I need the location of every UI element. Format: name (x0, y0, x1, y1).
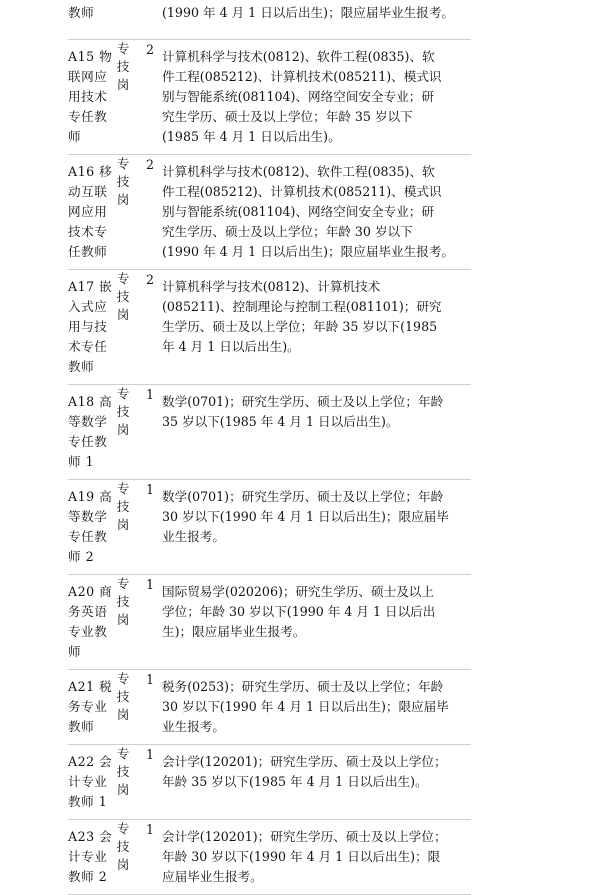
requirements-line: 30 岁以下(1990 年 4 月 1 日以后出生)；限应届毕 (162, 509, 449, 524)
position-requirements (162, 820, 446, 894)
position-requirements (162, 745, 446, 799)
position-name-line: A15 物 (68, 49, 113, 64)
position-name (68, 480, 114, 574)
position-type-cell (110, 670, 138, 745)
position-requirements (162, 575, 446, 649)
position-requirements-cell (162, 575, 471, 670)
position-count: 2 (145, 272, 154, 287)
position-count-cell (138, 155, 162, 270)
position-row (68, 0, 471, 40)
position-row (68, 270, 471, 385)
position-name-line: 计专业 (68, 774, 108, 789)
position-name-line: A22 会 (68, 754, 113, 769)
position-name (68, 385, 114, 479)
position-requirements-cell (162, 480, 471, 575)
position-name-line: 术专任 (68, 339, 108, 354)
requirements-line: 会计学(120201)；研究生学历、硕士及以上学位； (162, 754, 447, 769)
position-count: 1 (145, 577, 154, 592)
position-name-line: 教师 1 (68, 794, 108, 809)
position-type: 专技岗 (116, 481, 132, 532)
position-name-line: 等数学 (68, 509, 108, 524)
position-name-cell (68, 270, 113, 385)
requirements-line: 国际贸易学(020206)；研究生学历、硕士及以上 (162, 584, 434, 599)
position-type: 专技岗 (116, 41, 132, 92)
position-type-cell (110, 745, 138, 820)
position-name-line: 师 (68, 129, 82, 144)
position-name-line: A19 高 (68, 489, 113, 504)
position-count: 1 (145, 822, 154, 837)
position-type-cell (110, 575, 138, 670)
position-requirements-cell (162, 385, 471, 480)
requirements-line: 30 岁以下(1990 年 4 月 1 日以后出生)；限应届毕 (162, 699, 449, 714)
position-count-cell (138, 270, 162, 385)
position-name-line: 用技术 (68, 89, 108, 104)
position-name (68, 155, 114, 269)
position-type: 专技岗 (116, 671, 132, 722)
position-name (68, 820, 114, 894)
position-name-line: 教师 (68, 359, 95, 374)
position-count-cell (138, 480, 162, 575)
requirements-line: 学位；年龄 30 岁以下(1990 年 4 月 1 日以后出 (162, 604, 436, 619)
position-name-cell (68, 480, 113, 575)
position-type-cell (110, 480, 138, 575)
requirements-line: 件工程(085212)、计算机技术(085211)、模式识 (162, 69, 442, 84)
position-name-cell (68, 155, 113, 270)
requirements-line: 业生报考。 (162, 529, 225, 544)
requirements-line: 税务(0253)；研究生学历、硕士及以上学位；年龄 (162, 679, 444, 694)
position-count-cell (138, 40, 162, 155)
position-count: 1 (145, 482, 154, 497)
position-requirements (162, 670, 449, 744)
position-requirements-cell (162, 745, 471, 820)
position-type: 专技岗 (116, 386, 132, 437)
position-name-line: A16 移 (68, 164, 113, 179)
position-requirements (162, 40, 446, 154)
position-name-line: 师 (68, 644, 82, 659)
requirements-line: 年 4 月 1 日以后出生)。 (162, 339, 300, 354)
position-name-cell (68, 670, 113, 745)
position-requirements (162, 270, 446, 364)
position-name-line: A20 商 (68, 584, 113, 599)
position-name (68, 670, 114, 744)
position-count: 1 (145, 672, 154, 687)
position-name-line: 务英语 (68, 604, 108, 619)
position-name-line: 联网应 (68, 69, 108, 84)
position-row (68, 820, 471, 895)
position-name-line: 计专业 (68, 849, 108, 864)
position-name-cell (68, 385, 113, 480)
position-row (68, 480, 471, 575)
position-name-line: 专任教 (68, 109, 108, 124)
position-name-cell (68, 745, 113, 820)
position-type: 专技岗 (116, 576, 132, 627)
requirements-line: 别与智能系统(081104)、网络空间安全专业；研 (162, 204, 434, 219)
position-name-line: 教师 2 (68, 869, 108, 884)
requirements-line: 生学历、硕士及以上学位；年龄 35 岁以下(1985 (162, 319, 438, 334)
position-count-cell (138, 385, 162, 480)
requirements-line: (1990 年 4 月 1 日以后出生)；限应届毕业生报考。 (162, 244, 455, 259)
position-type-cell (110, 155, 138, 270)
position-name-line: 专任教 (68, 529, 108, 544)
position-name-line: 入式应 (68, 299, 108, 314)
requirements-line: 应届毕业生报考。 (162, 869, 263, 884)
position-type: 专技岗 (116, 271, 132, 322)
position-count: 2 (145, 42, 154, 57)
positions-table-body (68, 0, 471, 895)
position-type-cell (110, 0, 138, 40)
position-name-line: 动互联 (68, 184, 108, 199)
position-name-line: A23 会 (68, 829, 113, 844)
positions-table (68, 0, 471, 895)
requirements-line: 生)；限应届毕业生报考。 (162, 624, 306, 639)
requirements-line: 业生报考。 (162, 719, 225, 734)
position-name-line: 等数学 (68, 414, 108, 429)
requirements-line: 件工程(085212)、计算机技术(085211)、模式识 (162, 184, 442, 199)
position-name (68, 270, 114, 384)
position-type-cell (110, 40, 138, 155)
position-name-line: A21 税 (68, 679, 113, 694)
requirements-line: 究生学历、硕士及以上学位；年龄 30 岁以下 (162, 224, 413, 239)
position-type: 专技岗 (116, 746, 132, 797)
position-count: 1 (145, 387, 154, 402)
position-type-cell (110, 820, 138, 895)
requirements-line: (085211)、控制理论与控制工程(081101)；研究 (162, 299, 442, 314)
requirements-line: 计算机科学与技术(0812)、软件工程(0835)、软 (162, 49, 435, 64)
position-type: 专技岗 (116, 821, 132, 872)
position-requirements-cell (162, 155, 471, 270)
requirements-line: 计算机科学与技术(0812)、软件工程(0835)、软 (162, 164, 435, 179)
position-name-line: A18 高 (68, 394, 113, 409)
position-requirements (162, 385, 446, 439)
position-name (68, 40, 114, 154)
requirements-line: 计算机科学与技术(0812)、计算机技术 (162, 279, 381, 294)
position-name (68, 745, 114, 819)
position-count: 2 (145, 157, 154, 172)
position-requirements (162, 480, 449, 554)
position-name-cell (68, 40, 113, 155)
position-name (68, 0, 114, 30)
position-name-cell (68, 575, 113, 670)
position-requirements-cell (162, 820, 471, 895)
requirements-line: 年龄 30 岁以下(1990 年 4 月 1 日以后出生)；限 (162, 849, 441, 864)
position-count-cell (138, 820, 162, 895)
requirements-line: (1985 年 4 月 1 日以后出生)。 (162, 129, 341, 144)
position-name-line: 师 1 (68, 454, 95, 469)
requirements-line: 别与智能系统(081104)、网络空间安全专业；研 (162, 89, 434, 104)
position-name-line: 专业教 (68, 624, 108, 639)
position-name-cell (68, 0, 110, 40)
position-name-line: 用与技 (68, 319, 108, 334)
position-type-cell (110, 385, 138, 480)
position-type: 专技岗 (116, 156, 132, 207)
position-name-line: 务专业 (68, 699, 108, 714)
position-name-line: 网应用 (68, 204, 108, 219)
requirements-line: 35 岁以下(1985 年 4 月 1 日以后出生)。 (162, 414, 399, 429)
position-name-line: 专任教 (68, 434, 108, 449)
position-name-line: 教师 (68, 719, 95, 734)
position-name-cell (68, 820, 113, 895)
position-name (68, 575, 114, 669)
position-requirements-cell (162, 0, 471, 40)
position-type-cell (110, 270, 138, 385)
position-name-line: 任教师 (68, 244, 108, 259)
position-name-line: 教师 (68, 5, 95, 20)
requirements-line: 年龄 35 岁以下(1985 年 4 月 1 日以后出生)。 (162, 774, 428, 789)
position-requirements (162, 0, 455, 30)
position-requirements (162, 155, 455, 269)
position-row (68, 385, 471, 480)
position-name-line: 师 2 (68, 549, 95, 564)
position-requirements-cell (162, 40, 471, 155)
requirements-line: (1990 年 4 月 1 日以后出生)；限应届毕业生报考。 (162, 5, 455, 20)
position-count: 1 (145, 747, 154, 762)
requirements-line: 数学(0701)；研究生学历、硕士及以上学位；年龄 (162, 394, 444, 409)
position-count-cell (138, 670, 162, 745)
position-row (68, 575, 471, 670)
position-count-cell (138, 575, 162, 670)
position-requirements-cell (162, 670, 471, 745)
position-count-cell (138, 745, 162, 820)
position-row (68, 745, 471, 820)
position-count-cell (138, 0, 162, 40)
position-row (68, 670, 471, 745)
position-row (68, 40, 471, 155)
position-name-line: A17 嵌 (68, 279, 113, 294)
position-name-line: 技术专 (68, 224, 108, 239)
requirements-line: 究生学历、硕士及以上学位；年龄 35 岁以下 (162, 109, 413, 124)
requirements-line: 会计学(120201)；研究生学历、硕士及以上学位； (162, 829, 447, 844)
requirements-line: 数学(0701)；研究生学历、硕士及以上学位；年龄 (162, 489, 444, 504)
position-requirements-cell (162, 270, 471, 385)
position-row (68, 155, 471, 270)
